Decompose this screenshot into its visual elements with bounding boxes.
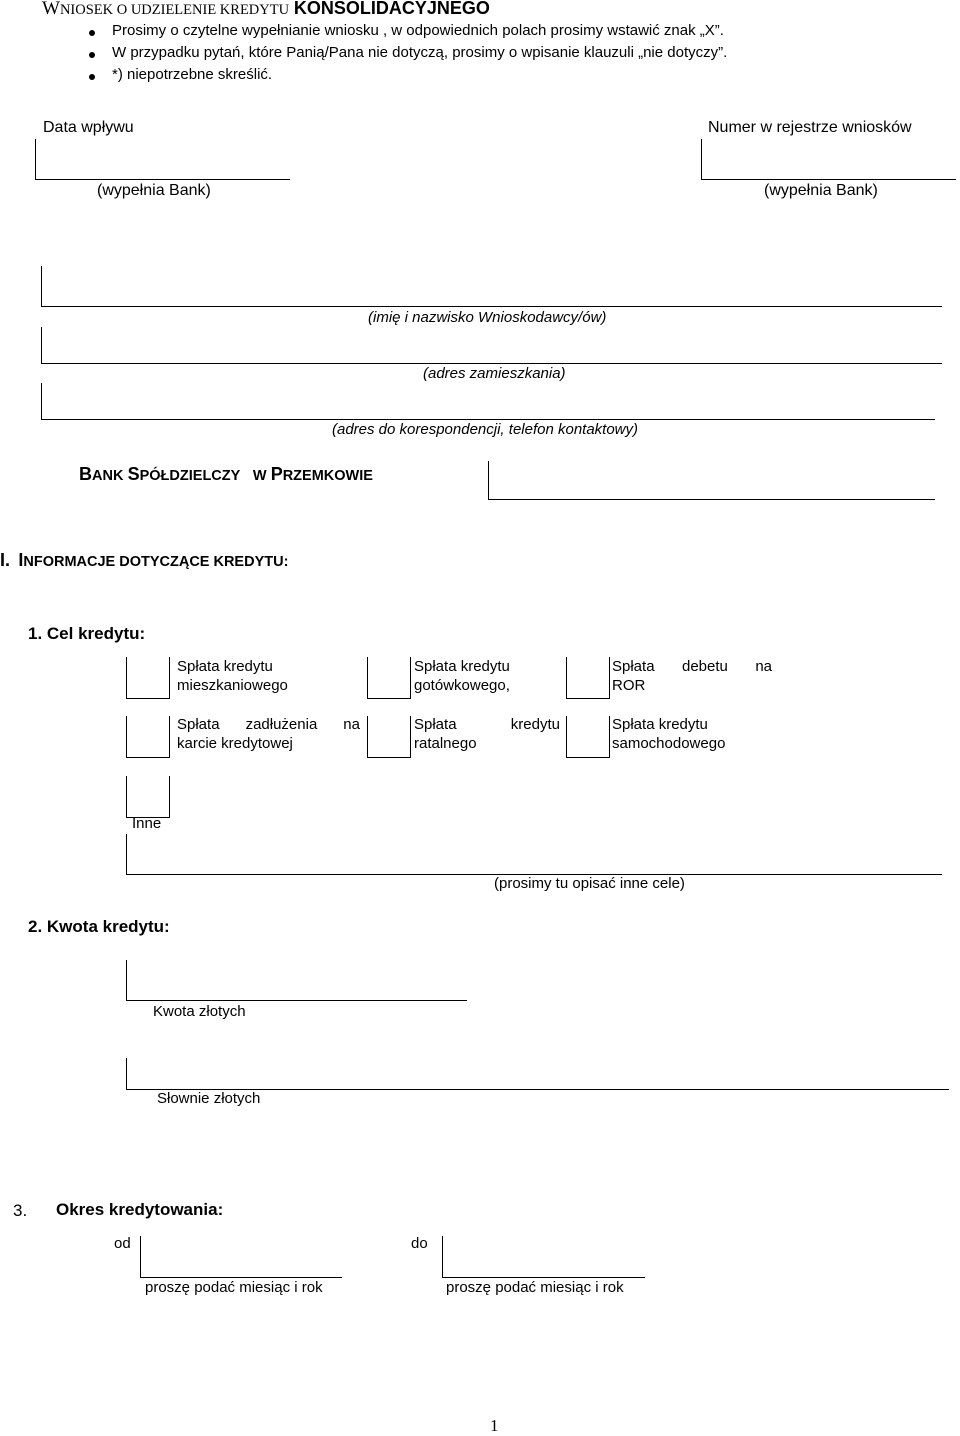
amount-words-hint: Słownie złotych — [157, 1090, 261, 1107]
overdraft-checkbox[interactable] — [566, 657, 610, 699]
amount-hint: Kwota złotych — [153, 1003, 246, 1020]
period-to-hint: proszę podać miesiąc i rok — [446, 1279, 624, 1296]
bullet-icon — [89, 30, 95, 36]
bullet-icon — [89, 52, 95, 58]
cash-loan-checkbox[interactable] — [367, 657, 411, 699]
installment-option-label: Spłata kredytu ratalnego — [414, 716, 560, 752]
car-loan-option-label: Spłata kredytu samochodowego — [612, 716, 726, 752]
document-title — [42, 0, 490, 20]
period-to-label: do — [411, 1235, 428, 1252]
received-date-label: Data wpływu — [43, 119, 134, 136]
applicant-name-hint: (imię i nazwisko Wnioskodawcy/ów) — [368, 309, 607, 326]
other-checkbox[interactable] — [126, 776, 170, 818]
applicant-name-field[interactable] — [41, 266, 942, 307]
received-date-field[interactable] — [35, 139, 290, 180]
period-from-label: od — [114, 1235, 131, 1252]
page-number: 1 — [490, 1416, 499, 1435]
overdraft-option-label: Spłata debetu na ROR — [612, 658, 772, 694]
correspondence-hint: (adres do korespondencji, telefon kontaktowy) — [332, 421, 639, 438]
mortgage-checkbox[interactable] — [126, 657, 170, 699]
instruction-2: W przypadku pytań, które Panią/Pana nie dotyczą, prosimy o wpisanie klauzuli „nie dotyczy”. — [112, 44, 728, 61]
other-purpose-hint: (prosimy tu opisać inne cele) — [494, 875, 685, 892]
instruction-3: *) niepotrzebne skreślić. — [112, 66, 273, 83]
car-loan-checkbox[interactable] — [566, 716, 610, 758]
home-address-field[interactable] — [41, 327, 942, 364]
other-purpose-field[interactable] — [126, 834, 942, 875]
mortgage-option-label: Spłata kredytu mieszkaniowego — [177, 658, 288, 694]
bullet-icon — [89, 74, 95, 80]
amount-heading: 2. Kwota kredytu: — [28, 917, 170, 936]
amount-words-field[interactable] — [126, 1058, 949, 1090]
amount-field[interactable] — [126, 960, 467, 1001]
register-number-hint: (wypełnia Bank) — [764, 182, 878, 199]
correspondence-field[interactable] — [41, 383, 935, 420]
cash-loan-option-label: Spłata kredytu gotówkowego, — [414, 658, 510, 694]
purpose-heading: 1. Cel kredytu: — [28, 624, 146, 643]
period-to-field[interactable] — [442, 1236, 645, 1278]
instruction-1: Prosimy o czytelne wypełnianie wniosku , w odpowiednich polach prosimy wstawić znak „X”. — [112, 22, 724, 39]
bank-name: BANK SPÓŁDZIELCZY W PRZEMKOWIE — [79, 464, 373, 484]
title-type: KONSOLIDACYJNEGO — [293, 0, 490, 18]
home-address-hint: (adres zamieszkania) — [423, 365, 566, 382]
period-from-hint: proszę podać miesiąc i rok — [145, 1279, 323, 1296]
period-from-field[interactable] — [140, 1236, 342, 1278]
register-number-field[interactable] — [701, 139, 956, 180]
other-option-label: Inne — [132, 815, 162, 832]
credit-card-checkbox[interactable] — [126, 716, 170, 758]
title-cap: W — [42, 0, 60, 19]
credit-card-option-label: Spłata zadłużenia na karcie kredytowej — [177, 716, 360, 752]
period-heading: Okres kredytowania: — [56, 1200, 224, 1219]
section-heading: I. INFORMACJE DOTYCZĄCE KREDYTU: — [0, 550, 289, 570]
period-number: 3. — [13, 1201, 28, 1220]
installment-checkbox[interactable] — [367, 716, 411, 758]
received-date-hint: (wypełnia Bank) — [97, 182, 211, 199]
title-rest: NIOSEK O UDZIELENIE KREDYTU — [59, 2, 290, 18]
register-number-label: Numer w rejestrze wniosków — [708, 119, 912, 136]
bank-branch-field[interactable] — [488, 461, 935, 500]
